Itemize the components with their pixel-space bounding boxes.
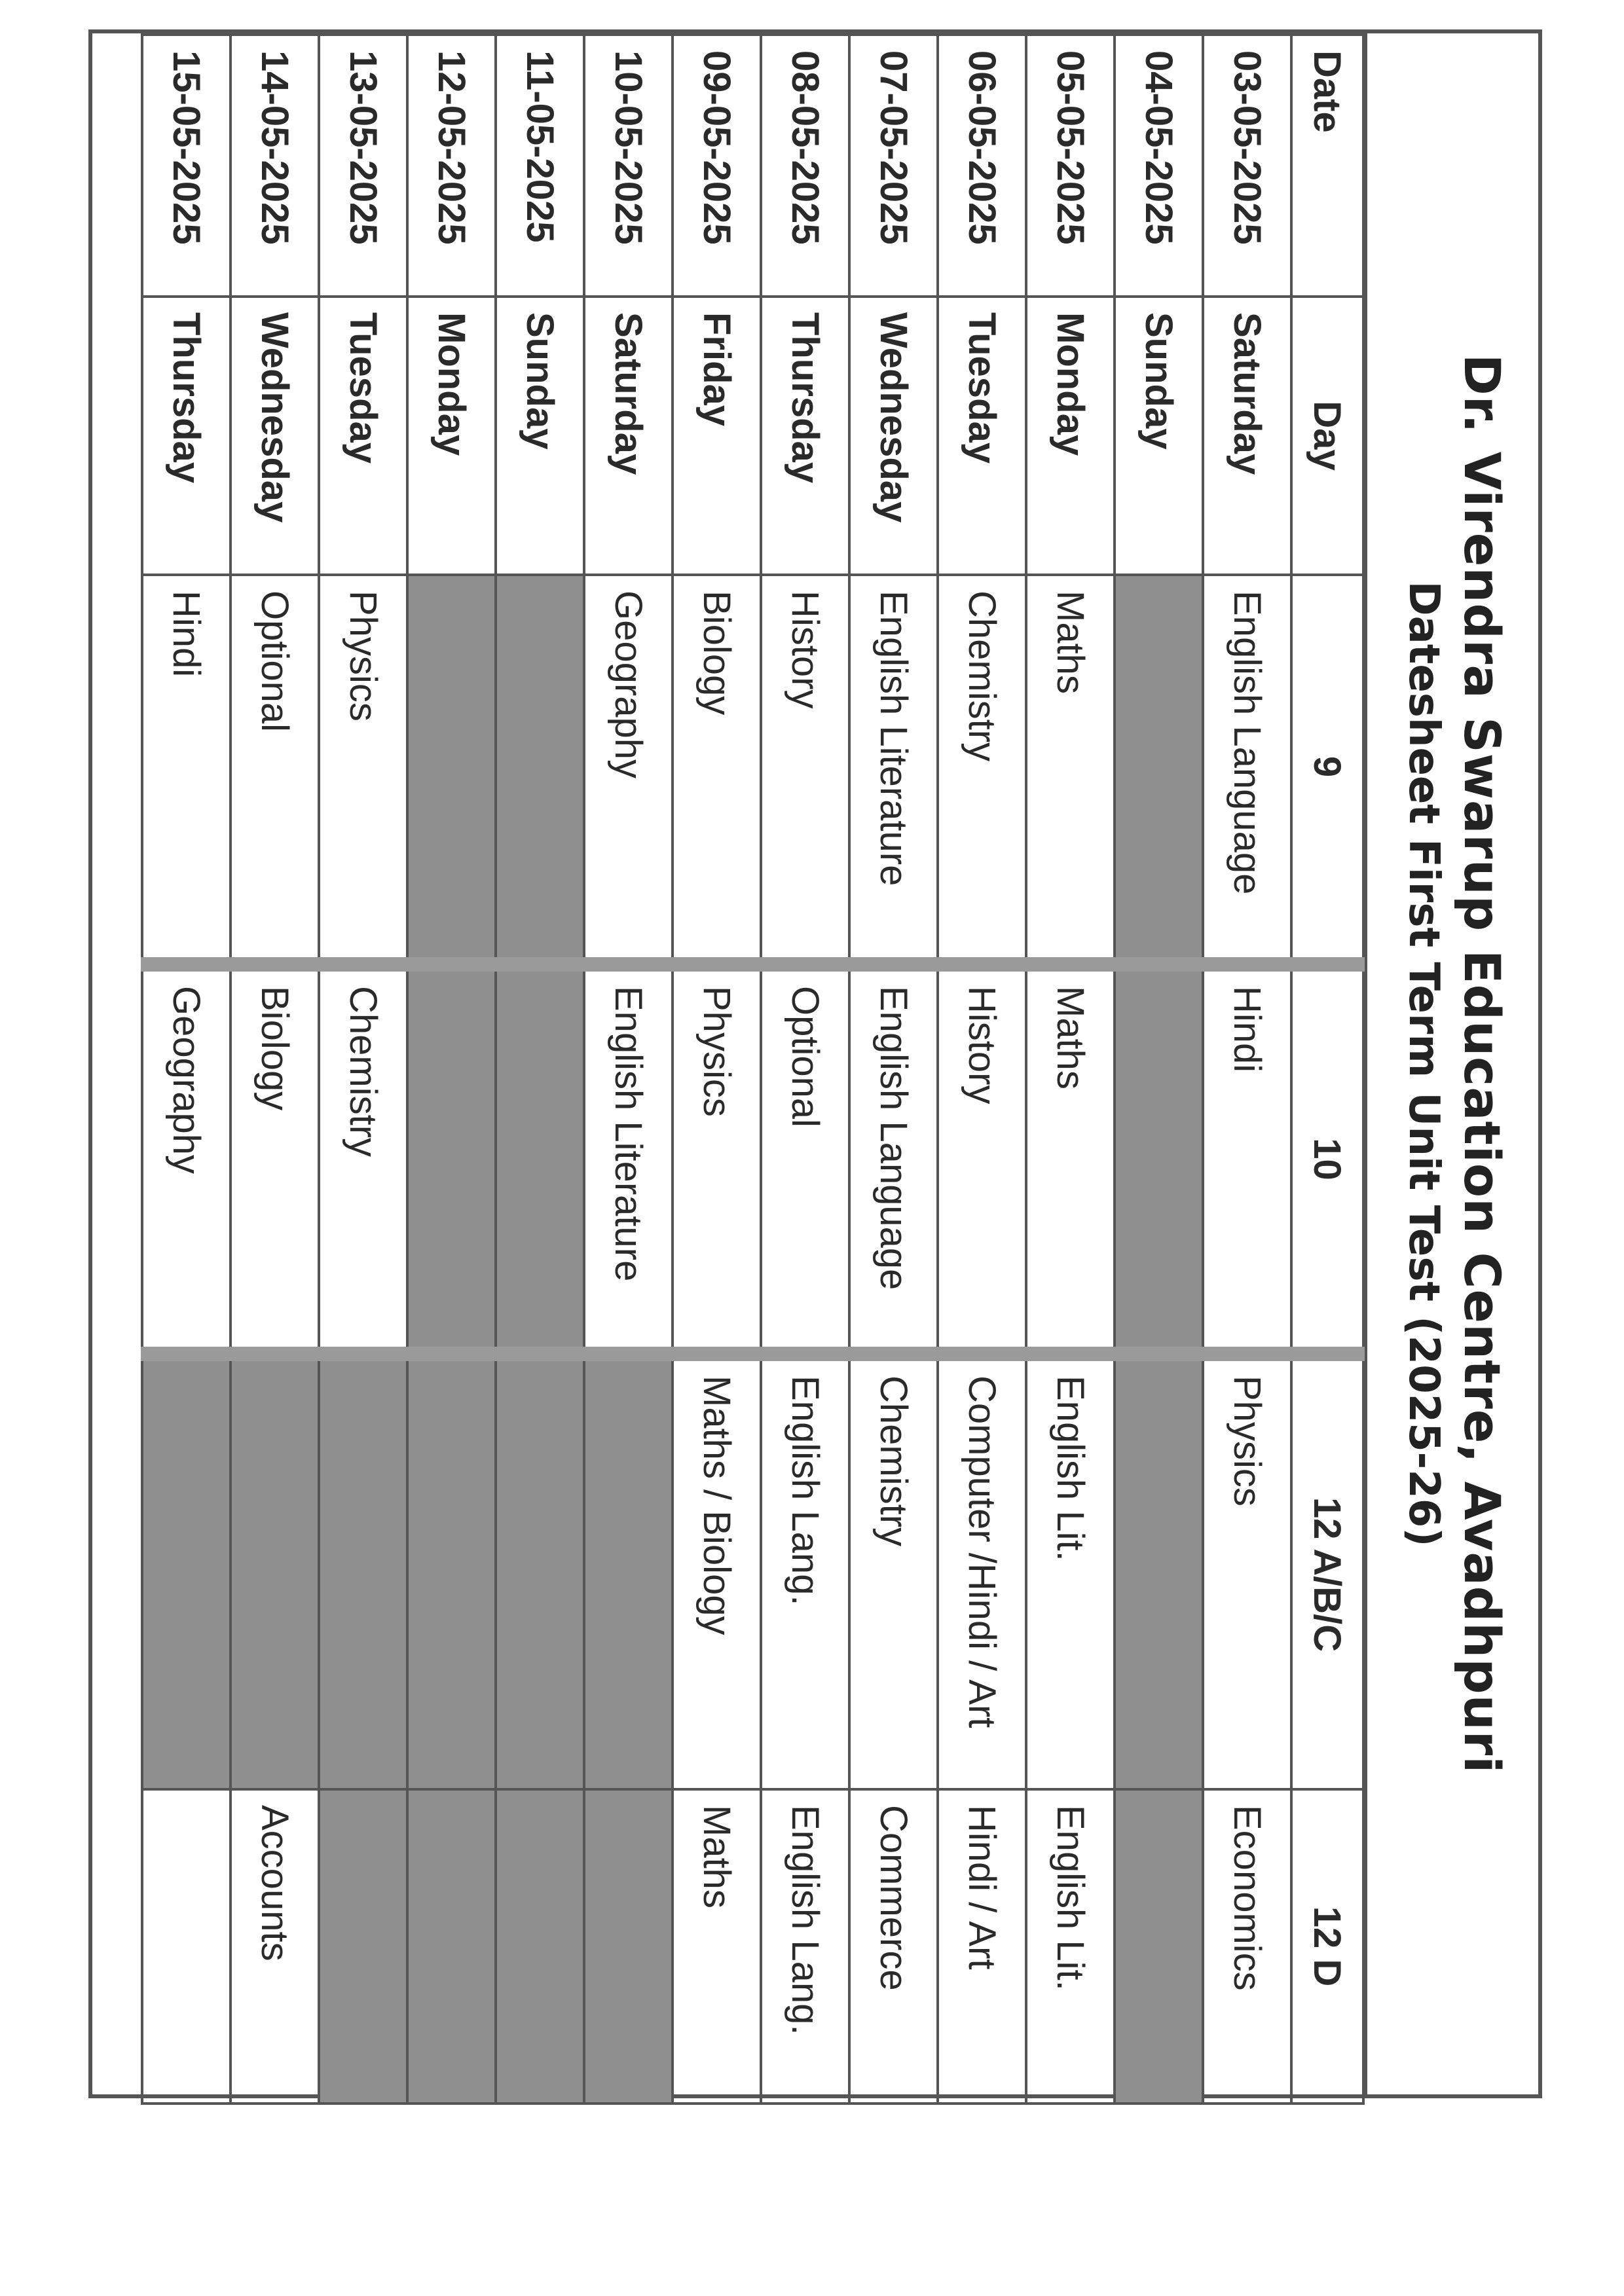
date-cell: 09-05-2025 [673, 35, 761, 297]
class-12-abc-subject-cell [1115, 1354, 1203, 1789]
day-cell: Wednesday [849, 297, 938, 575]
column-header-day: Day [1291, 297, 1363, 575]
table-body [142, 35, 1291, 2104]
class-12-abc-subject-cell: Computer /Hindi / Art [938, 1354, 1026, 1789]
table-header-row [1291, 35, 1363, 2104]
table-row [761, 35, 849, 2104]
class-9-subject-cell: Maths [1026, 575, 1115, 964]
class-12-abc-subject-cell [584, 1354, 673, 1789]
class-10-subject-cell: Chemistry [319, 964, 407, 1354]
day-cell: Friday [673, 297, 761, 575]
class-10-subject-cell [1115, 964, 1203, 1354]
table-row [1026, 35, 1115, 2104]
column-header-class-12-abc: 12 A/B/C [1291, 1354, 1363, 1789]
table-row [496, 35, 584, 2104]
class-9-subject-cell: English Language [1203, 575, 1291, 964]
class-12-d-subject-cell: English Lang. [761, 1789, 849, 2104]
table-row [673, 35, 761, 2104]
table-row [584, 35, 673, 2104]
class-9-subject-cell: Hindi [142, 575, 231, 964]
table-row [849, 35, 938, 2104]
date-cell: 05-05-2025 [1026, 35, 1115, 297]
table-row [142, 35, 231, 2104]
date-cell: 04-05-2025 [1115, 35, 1203, 297]
table-row [231, 35, 319, 2104]
class-9-subject-cell [496, 575, 584, 964]
class-12-d-subject-cell: Accounts [231, 1789, 319, 2104]
table-row [1115, 35, 1203, 2104]
class-10-subject-cell: Hindi [1203, 964, 1291, 1354]
day-cell: Saturday [584, 297, 673, 575]
class-12-d-subject-cell [407, 1789, 496, 2104]
class-12-abc-subject-cell: English Lit. [1026, 1354, 1115, 1789]
table-row [407, 35, 496, 2104]
date-cell: 07-05-2025 [849, 35, 938, 297]
class-12-abc-subject-cell [142, 1354, 231, 1789]
class-12-d-subject-cell [319, 1789, 407, 2104]
date-cell: 15-05-2025 [142, 35, 231, 297]
class-12-d-subject-cell: Commerce [849, 1789, 938, 2104]
datesheet-subtitle: Datesheet First Term Unit Test (2025-26) [1399, 581, 1448, 1547]
table-row [319, 35, 407, 2104]
class-9-subject-cell [1115, 575, 1203, 964]
date-cell: 11-05-2025 [496, 35, 584, 297]
class-10-subject-cell [496, 964, 584, 1354]
day-cell: Sunday [496, 297, 584, 575]
class-10-subject-cell: English Literature [584, 964, 673, 1354]
table-row [1203, 35, 1291, 2104]
class-12-d-subject-cell [496, 1789, 584, 2104]
date-cell: 06-05-2025 [938, 35, 1026, 297]
day-cell: Thursday [761, 297, 849, 575]
class-12-d-subject-cell: Hindi / Art [938, 1789, 1026, 2104]
day-cell: Sunday [1115, 297, 1203, 575]
day-cell: Tuesday [319, 297, 407, 575]
class-10-subject-cell: History [938, 964, 1026, 1354]
table-row [938, 35, 1026, 2104]
column-header-class-9: 9 [1291, 575, 1363, 964]
class-10-subject-cell: English Language [849, 964, 938, 1354]
class-9-subject-cell: Optional [231, 575, 319, 964]
date-cell: 10-05-2025 [584, 35, 673, 297]
class-9-subject-cell: English Literature [849, 575, 938, 964]
date-cell: 03-05-2025 [1203, 35, 1291, 297]
class-12-d-subject-cell: Maths [673, 1789, 761, 2104]
class-12-d-subject-cell: English Lit. [1026, 1789, 1115, 2104]
date-cell: 13-05-2025 [319, 35, 407, 297]
class-9-subject-cell: History [761, 575, 849, 964]
class-12-abc-subject-cell [407, 1354, 496, 1789]
date-cell: 12-05-2025 [407, 35, 496, 297]
class-12-abc-subject-cell: English Lang. [761, 1354, 849, 1789]
day-cell: Saturday [1203, 297, 1291, 575]
class-9-subject-cell: Physics [319, 575, 407, 964]
class-10-subject-cell: Biology [231, 964, 319, 1354]
class-9-subject-cell: Chemistry [938, 575, 1026, 964]
class-12-d-subject-cell [142, 1789, 231, 2104]
school-name: Dr. Virendra Swarup Education Centre, Avadhpuri [1453, 354, 1511, 1774]
date-cell: 08-05-2025 [761, 35, 849, 297]
class-9-subject-cell: Biology [673, 575, 761, 964]
class-10-subject-cell: Maths [1026, 964, 1115, 1354]
class-12-abc-subject-cell [496, 1354, 584, 1789]
title-block [1365, 33, 1538, 2094]
class-10-subject-cell [407, 964, 496, 1354]
class-10-subject-cell: Physics [673, 964, 761, 1354]
column-header-class-12-d: 12 D [1291, 1789, 1363, 2104]
day-cell: Monday [1026, 297, 1115, 575]
class-12-abc-subject-cell: Maths / Biology [673, 1354, 761, 1789]
class-10-subject-cell: Optional [761, 964, 849, 1354]
day-cell: Thursday [142, 297, 231, 575]
day-cell: Monday [407, 297, 496, 575]
class-12-d-subject-cell: Economics [1203, 1789, 1291, 2104]
class-12-d-subject-cell [1115, 1789, 1203, 2104]
column-header-date: Date [1291, 35, 1363, 297]
class-10-subject-cell: Geography [142, 964, 231, 1354]
class-9-subject-cell: Geography [584, 575, 673, 964]
class-9-subject-cell [407, 575, 496, 964]
date-cell: 14-05-2025 [231, 35, 319, 297]
day-cell: Tuesday [938, 297, 1026, 575]
class-12-abc-subject-cell: Physics [1203, 1354, 1291, 1789]
class-12-abc-subject-cell [319, 1354, 407, 1789]
day-cell: Wednesday [231, 297, 319, 575]
class-12-abc-subject-cell [231, 1354, 319, 1789]
class-12-d-subject-cell [584, 1789, 673, 2104]
class-12-abc-subject-cell: Chemistry [849, 1354, 938, 1789]
column-header-class-10: 10 [1291, 964, 1363, 1354]
datesheet [88, 29, 1542, 2098]
exam-schedule-table [141, 33, 1365, 2105]
